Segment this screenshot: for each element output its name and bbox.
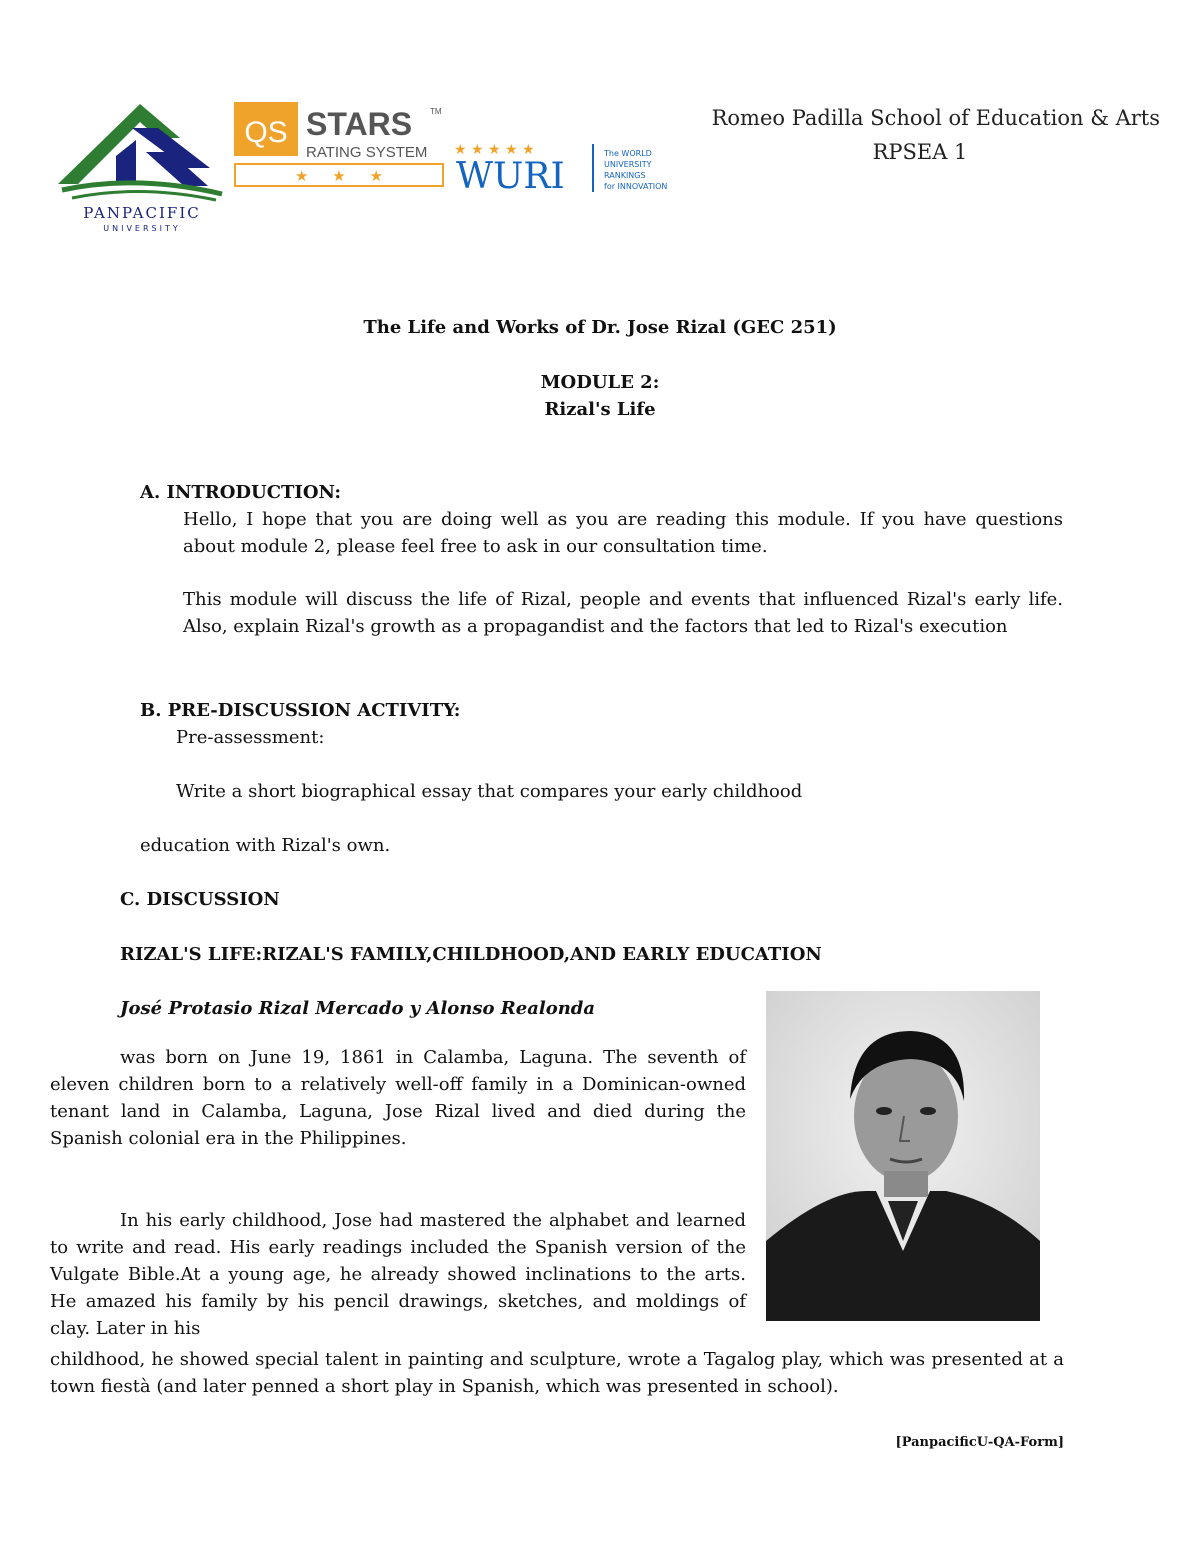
section-c-heading: C. DISCUSSION	[120, 889, 280, 910]
document-title: The Life and Works of Dr. Jose Rizal (GEC 251)	[363, 317, 837, 338]
svg-text:RATING SYSTEM: RATING SYSTEM	[306, 144, 428, 161]
section-b-heading: B. PRE-DISCUSSION ACTIVITY:	[140, 700, 461, 721]
logo-subwordmark: UNIVERSITY	[103, 224, 181, 232]
module-title: Rizal's Life	[544, 399, 656, 420]
school-code: RPSEA 1	[872, 140, 968, 164]
form-code-footer: [PanpacificU-QA-Form]	[895, 1435, 1064, 1450]
svg-text:UNIVERSITY: UNIVERSITY	[604, 160, 652, 169]
pre-assessment-task-cont: education with Rizal's own.	[140, 835, 391, 856]
jose-rizal-portrait	[766, 991, 1040, 1321]
svg-text:for INNOVATION: for INNOVATION	[604, 182, 668, 191]
logo-wordmark: PANPACIFIC	[83, 204, 201, 222]
svg-text:The WORLD: The WORLD	[604, 149, 652, 158]
body-paragraph-1: was born on June 19, 1861 in Calamba, Laguna. The seventh of eleven children born to a relatively well-off family in a Dominican-owned tenant land in Calamba, Laguna, Jose Rizal lived and died during the Spanish colonial era in the Philippines.	[50, 1047, 746, 1149]
svg-text:RANKINGS: RANKINGS	[604, 171, 646, 180]
qs-stars-badge	[234, 102, 444, 188]
svg-text:TM: TM	[430, 107, 442, 116]
section-a-heading: A. INTRODUCTION:	[140, 482, 341, 503]
pre-assessment-label: Pre-assessment:	[176, 727, 325, 748]
pre-assessment-task: Write a short biographical essay that compares your early childhood	[176, 781, 803, 802]
school-name: Romeo Padilla School of Education & Arts	[711, 106, 1160, 130]
svg-text:★ ★ ★: ★ ★ ★	[294, 167, 384, 185]
full-name: José Protasio Rizal Mercado y Alonso Realonda	[120, 998, 596, 1019]
svg-text:★ ★ ★ ★ ★: ★ ★ ★ ★ ★	[454, 142, 535, 158]
body-paragraph-2: In his early childhood, Jose had mastered the alphabet and learned to write and read. His early readings included the Spanish version of the Vulgate Bible.At a young age, he already showed inclinations to the arts. He amazed his family by his pencil drawings, sketches, and moldings of clay. Later in his	[50, 1210, 746, 1339]
svg-text:WURI: WURI	[456, 156, 565, 194]
wuri-badge	[454, 136, 690, 194]
section-a-paragraph-1: Hello, I hope that you are doing well as you are reading this module. If you have questions about module 2, please feel free to ask in our consultation time.	[183, 509, 1063, 557]
body-paragraph-2-cont: childhood, he showed special talent in painting and sculpture, wrote a Tagalog play, which was presented at a town fiestà (and later penned a short play in Spanish, which was presented in school).	[50, 1349, 1064, 1397]
svg-text:STARS: STARS	[306, 106, 413, 142]
svg-text:QS: QS	[244, 116, 288, 149]
module-number: MODULE 2:	[540, 372, 660, 393]
section-c-subheading: RIZAL'S LIFE:RIZAL'S FAMILY,CHILDHOOD,AND EARLY EDUCATION	[120, 944, 822, 965]
section-a-paragraph-2: This module will discuss the life of Rizal, people and events that influenced Rizal's early life. Also, explain Rizal's growth as a propagandist and the factors that led to Rizal's execution	[183, 589, 1063, 637]
panpacific-university-logo	[58, 104, 226, 232]
